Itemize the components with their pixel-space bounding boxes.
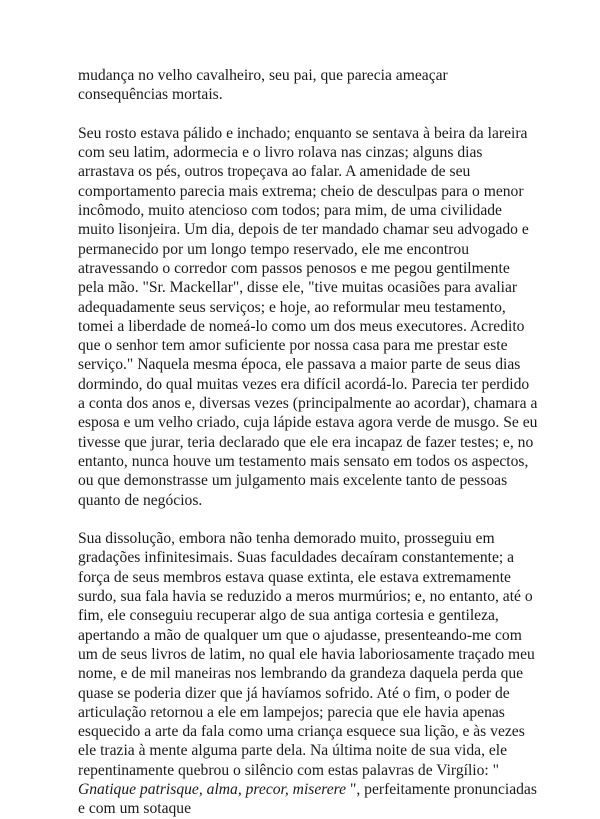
paragraph-2-text: Seu rosto estava pálido e inchado; enquanto se sentava à beira da lareira com seu latim, adormecia e o livro rolava nas cinzas; alguns dias arrastava os pés, outros tropeçava ao falar. A amenidade de seu comportamento parecia mais extrema; cheio de desculpas para o menor incômodo, muito atencioso com todos; para mim, de uma civilidade muito lisonjeira. Um dia, depois de ter mandado chamar seu advogado e permanecido por um longo tempo reservado, ele me encontrou atravessando o corredor com passos penosos e me pegou gentilmente pela mão. "Sr. Mackellar", disse ele, "tive muitas ocasiões para avaliar adequadamente seus serviços; e hoje, ao reformular meu testamento, tomei a liberdade de nomeá-lo como um dos meus executores. Acredito que o senhor tem amor suficiente por nossa casa para me prestar este serviço." Naquela mesma época, ele passava a maior parte de seus dias dormindo, do qual muitas vezes era difícil acordá-lo. Parecia ter perdido a conta dos anos e, diversas vezes (principalmente ao acordar), chamara a esposa e um velho criado, cuja lápide estava agora verde de musgo. Se eu tivesse que jurar, teria declarado que ele era incapaz de fazer testes; e, no entanto, nunca houve um testamento mais sensato em todos os aspectos, ou que demonstrasse um julgamento mais excelente tanto de pessoas quanto de negócios.: [78, 124, 538, 509]
paragraph-1: [78, 66, 538, 105]
paragraph-1-text: mudança no velho cavalheiro, seu pai, que parecia ameaçar consequências mortais.: [78, 67, 448, 104]
paragraph-3-text-before: Sua dissolução, embora não tenha demorado muito, prosseguiu em gradações infinitesimais. Suas faculdades decaíram constantemente; a força de seus membros estava quase extinta, ele estava extremamente surdo, sua fala havia se reduzido a meros murmúrios; e, no entanto, até o fim, ele conseguiu recuperar algo de sua antiga cortesia e gentileza, apertando a mão de qualquer um que o ajudasse, presenteando-me com um de seus livros de latim, no qual ele havia laboriosamente traçado meu nome, e de mil maneiras nos lembrando da grandeza daquela perda que quase se poderia dizer que já havíamos sofrido. Até o fim, o poder de articulação retornou a ele em lampejos; parecia que ele havia apenas esquecido a arte da fala como uma criança esquece sua lição, e às vezes ele trazia à mente alguma parte dela. Na última noite de sua vida, ele repentinamente quebrou o silêncio com estas palavras de Virgílio: ": [78, 530, 535, 779]
paragraph-2: [78, 124, 538, 510]
paragraph-3: [78, 529, 538, 818]
document-page: [78, 66, 538, 819]
paragraph-3-text-after: ", perfeitamente pronunciadas e com um sotaque: [78, 780, 537, 818]
latin-quote: Gnatique patrisque, alma, precor, miserere: [78, 780, 347, 798]
